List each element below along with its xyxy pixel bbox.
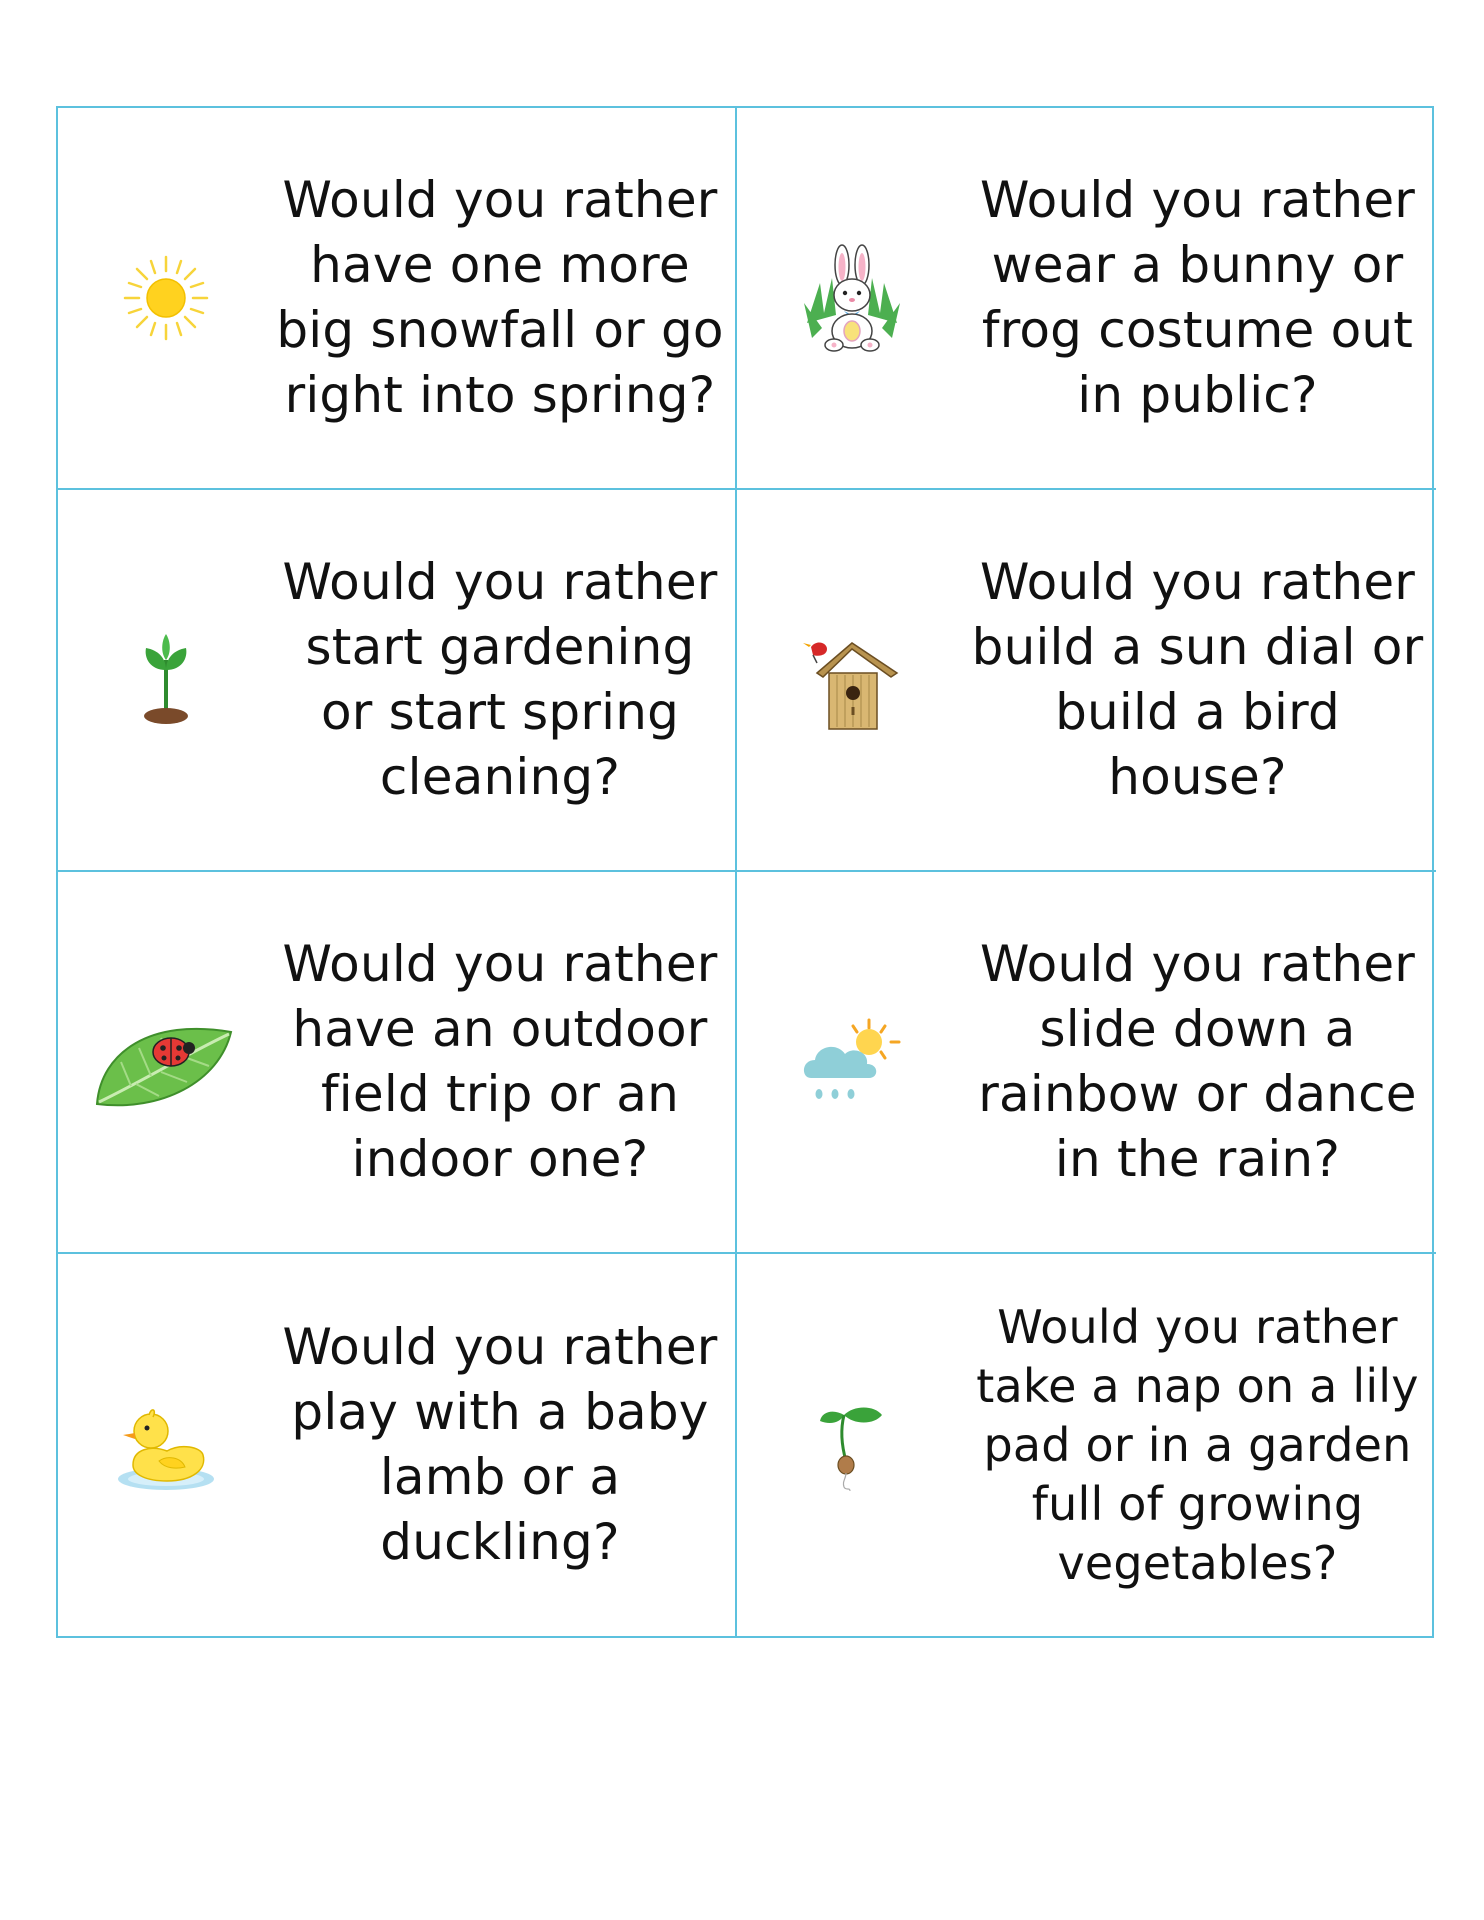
- sun-icon: [121, 253, 211, 343]
- card-3: [58, 490, 737, 872]
- ladybug-leaf-icon: [91, 1012, 241, 1112]
- card-5: [58, 872, 737, 1254]
- bunny-icon: [802, 243, 902, 353]
- card-4: [737, 490, 1436, 872]
- birdhouse-icon: [797, 625, 907, 735]
- card-question: Would you rather have an outdoor field trip or an indoor one?: [282, 935, 718, 1188]
- seedling-icon: [812, 1395, 892, 1495]
- card-question: Would you rather wear a bunny or frog costume out in public?: [979, 171, 1416, 424]
- card-2: [737, 108, 1436, 490]
- card-question: Would you rather slide down a rainbow or dance in the rain?: [978, 935, 1417, 1188]
- card-question: Would you rather play with a baby lamb or a duckling?: [282, 1318, 718, 1571]
- sprout-plant-icon: [136, 630, 196, 730]
- card-question: Would you rather start gardening or start spring cleaning?: [282, 553, 718, 806]
- card-6: [737, 872, 1436, 1254]
- card-1: [58, 108, 737, 490]
- rain-cloud-sun-icon: [797, 1012, 907, 1112]
- card-question: Would you rather build a sun dial or build a bird house?: [971, 553, 1424, 806]
- duckling-icon: [111, 1395, 221, 1495]
- card-question: Would you rather take a nap on a lily pad or in a garden full of growing vegetables?: [976, 1299, 1419, 1590]
- card-7: [58, 1254, 737, 1636]
- card-grid: [56, 106, 1434, 1638]
- card-8: [737, 1254, 1436, 1636]
- card-question: Would you rather have one more big snowfall or go right into spring?: [276, 171, 724, 424]
